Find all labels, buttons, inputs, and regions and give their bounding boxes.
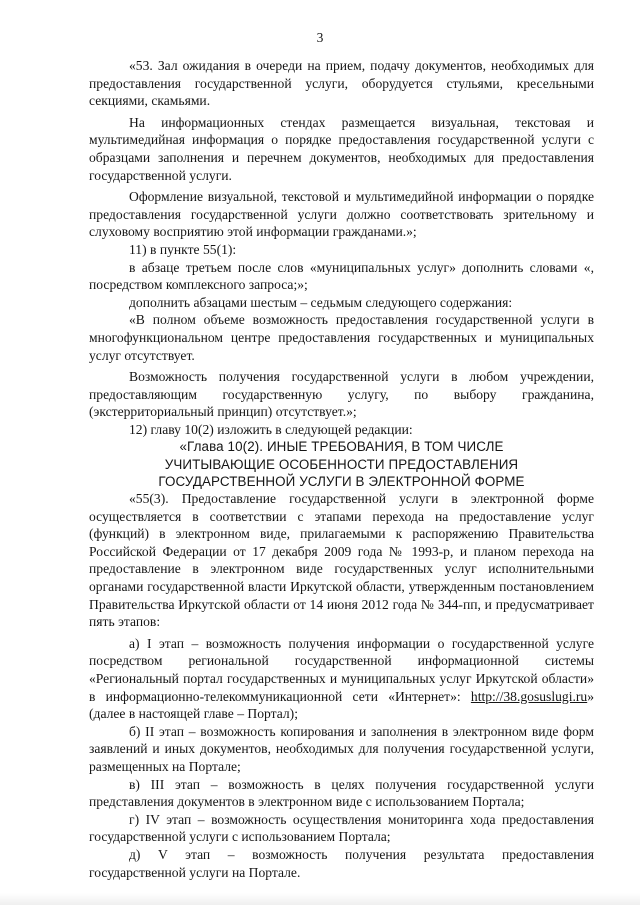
chapter-lead: «Глава 10(2). bbox=[179, 439, 267, 455]
paragraph-amend-third: в абзаце третьем после слов «муниципальных услуг» дополнить словами «, посредством комплексного запроса;»; bbox=[89, 259, 594, 293]
paragraph-info-design: Оформление визуальной, текстовой и мультимедийной информации о порядке предоставления государственной услуги должно соответствовать зрительному и слуховому восприятию этой информации гражданами.»; bbox=[89, 189, 594, 240]
document-body bbox=[89, 57, 594, 881]
paragraph-item-12: 12) главу 10(2) изложить в следующей редакции: bbox=[129, 421, 413, 437]
paragraph-stage-3: в) III этап – возможность в целях получения государственной услуги представления документов в электронном виде с использованием Портала; bbox=[89, 776, 594, 810]
paragraph-item-11: 11) в пункте 55(1): bbox=[129, 241, 237, 257]
paragraph-stage-1: а) I этап – возможность получения информации о государственной услуге посредством региональной государственной информационной системы «Региональный портал государственных и муниципальных услуг Иркутской области» в информационно-телекоммуникационной сети «Интернет»: http://38.gosuslugi.ru» (далее в настоящей главе – Портал); bbox=[89, 635, 594, 722]
paragraph-55-3: «55(3). Предоставление государственной услуги в электронной форме осуществляется в соответствии с этапами перехода на предоставление услуг (функций) в электронном виде, прилагаемыми к распоряжению Правительства Российской Федерации от 17 декабря 2009 года № 1993-р, и планом перехода на предоставление в электронном виде государственных услуг исполнительными органами государственной власти Иркутской области, утвержденным постановлением Правительства Иркутской области от 14 июня 2012 года № 344-пп, и предусматривает пять этапов: bbox=[89, 491, 594, 630]
paragraph-waiting-hall: «53. Зал ожидания в очереди на прием, подачу документов, необходимых для предоставления государственной услуги, оборудуется стульями, кресельными секциями, скамьями. bbox=[89, 58, 594, 109]
paragraph-mfc-absent: «В полном объеме возможность предоставления государственной услуги в многофункциональном центре предоставления государственных и муниципальных услуг отсутствует. bbox=[89, 312, 594, 363]
chapter-title-line-1: ИНЫЕ ТРЕБОВАНИЯ, В ТОМ ЧИСЛЕ bbox=[266, 439, 504, 455]
paragraph-info-stands: На информационных стендах размещается визуальная, текстовая и мультимедийная информация о порядке предоставления государственной услуги с образцами заполнения и перечнем документов, необходимых для предоставления государственной услуги. bbox=[89, 114, 594, 183]
chapter-title-line-3: ГОСУДАРСТВЕННОЙ УСЛУГИ В ЭЛЕКТРОННОЙ ФОРМЕ bbox=[158, 473, 525, 489]
paragraph-stage-2: б) II этап – возможность копирования и заполнения в электронном виде форм заявлений и иных документов, необходимых для получения государственной услуги, размещенных на Портале; bbox=[89, 723, 594, 774]
paragraph-stage-5: д) V этап – возможность получения результата предоставления государственной услуги на Портале. bbox=[89, 846, 594, 880]
portal-link[interactable]: http://38.gosuslugi.ru bbox=[470, 688, 588, 704]
paragraph-stage-4: г) IV этап – возможность осуществления мониторинга хода предоставления государственной услуги с использованием Портала; bbox=[89, 811, 594, 845]
scan-edge bbox=[0, 893, 640, 905]
paragraph-add-sixth-seventh: дополнить абзацами шестым – седьмым следующего содержания: bbox=[129, 294, 513, 310]
paragraph-extraterritorial: Возможность получения государственной услуги в любом учреждении, предоставляющим государственную услугу, по выбору гражданина, (экстерриториальный принцип) отсутствует.»; bbox=[89, 369, 594, 420]
chapter-heading bbox=[89, 438, 594, 490]
chapter-title-line-2: УЧИТЫВАЮЩИЕ ОСОБЕННОСТИ ПРЕДОСТАВЛЕНИЯ bbox=[164, 456, 519, 472]
page-number: 3 bbox=[316, 30, 324, 45]
